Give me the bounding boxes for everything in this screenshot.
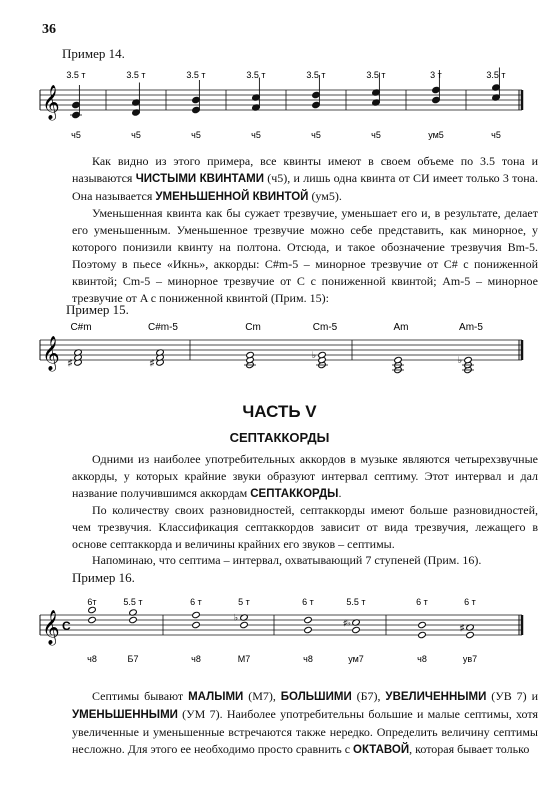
- interval-name-label: ч5: [371, 130, 381, 140]
- term-minor: МАЛЫМИ: [188, 691, 244, 703]
- term-perfect-fifths: ЧИСТЫМИ КВИНТАМИ: [135, 173, 264, 185]
- para6-text-4: (УВ 7) и: [486, 689, 538, 703]
- chord-symbol: Cm: [245, 322, 261, 333]
- interval-name-label: ч8: [303, 654, 313, 664]
- term-octave: ОКТАВОЙ: [353, 744, 410, 756]
- para6-text-5: (УМ 7). Наиболее употребительны большие и малые септимы, хотя увеличенные и уменьшенные встречаются также нередко. Определить величину септимы несложно. Для этого ее необходимо просто сравнить с: [72, 707, 538, 756]
- example-15-staff: [0, 318, 559, 388]
- flat-icon: ♭: [457, 355, 463, 365]
- note-head: [304, 616, 313, 623]
- interval-size-label: 3 т: [430, 70, 442, 80]
- interval-size-label: 3.5 т: [186, 70, 206, 80]
- note-head: [88, 606, 97, 613]
- chapter-subtitle: СЕПТАККОРДЫ: [229, 430, 330, 445]
- paragraph-1: [72, 153, 538, 206]
- treble-clef-icon: 𝄞: [42, 610, 60, 645]
- example-15-label: Пример 15.: [66, 302, 129, 317]
- interval-name-label: ч8: [191, 654, 201, 664]
- interval-name-label: ум7: [348, 654, 364, 664]
- note-head: [352, 626, 361, 633]
- para6-text-1: Септимы бывают: [92, 689, 189, 703]
- interval-size-label: 5.5 т: [346, 597, 366, 607]
- paragraph-2: Уменьшенная квинта как бы сужает трезвучие, уменьшает его и, в результате, делает его уменьшенным. Уменьшенное трезвучие можно себе представить, как минорное, у которого понизили квинту на полтона. Отсюда, и такое обозначение трезвучия Bm-5. Поэтому в пьесе «Икнь», аккорды: C#m-5 – минорное трезвучие от C# с пониженной квинтой; Cm-5 – минорное трезвучие от C с пониженной квинтой; Am-5 – минорное трезвучие от A с пониженной квинтой (Прим. 15):: [72, 206, 538, 305]
- note-head: [240, 621, 249, 628]
- interval-size-label: 5.5 т: [123, 597, 143, 607]
- interval-name-label: ч8: [417, 654, 427, 664]
- accidental-icon: ♯♭: [343, 618, 351, 628]
- interval-name-label: ч5: [491, 130, 501, 140]
- interval-name-label: ум5: [428, 130, 444, 140]
- sharp-icon: ♯: [459, 622, 465, 633]
- flat-icon: ♭: [233, 612, 239, 623]
- interval-size-label: 3.5 т: [366, 70, 386, 80]
- term-augmented: УВЕЛИЧЕННЫМИ: [385, 691, 487, 703]
- sharp-icon: ♯: [67, 357, 73, 368]
- term-seventh-chords: СЕПТАККОРДЫ: [250, 488, 339, 500]
- note-head: [192, 621, 201, 628]
- term-diminished: УМЕНЬШЕННЫМИ: [72, 709, 178, 721]
- interval-size-label: 3.5 т: [246, 70, 266, 80]
- interval-size-label: 6т: [87, 597, 97, 607]
- interval-name-label: М7: [237, 654, 251, 664]
- interval-size-label: 6 т: [302, 597, 314, 607]
- para6-text-2: (М7),: [243, 689, 281, 703]
- interval-size-label: 6 т: [464, 597, 476, 607]
- chord-symbol: Am-5: [459, 322, 483, 333]
- chord-symbol: C#m: [70, 322, 92, 333]
- interval-name-label: ч8: [87, 654, 97, 664]
- term-major: БОЛЬШИМИ: [280, 691, 352, 703]
- interval-name-label: ч5: [311, 130, 321, 140]
- interval-size-label: 3.5 т: [126, 70, 146, 80]
- interval-size-label: 3.5 т: [66, 70, 86, 80]
- chord-symbol: C#m-5: [147, 322, 179, 333]
- para1-text-1: Как видно из этого примера, все квинты имеют в своем объеме по 3.5 тона и называются: [72, 154, 538, 185]
- para3-text-2: .: [338, 486, 342, 500]
- note-head: [192, 611, 201, 618]
- example-16-staff: [0, 590, 559, 680]
- para1-text-3: (ум5).: [308, 189, 342, 203]
- example-14-label: Пример 14.: [62, 46, 125, 61]
- para3-text-1: Одними из наиболее употребительных аккордов в музыке являются четырехзвучные аккорды, у которых крайние звуки образуют интервал септиму. Этот интервал и дал название получившимся аккордам: [72, 452, 538, 500]
- page-number: 36: [42, 22, 56, 37]
- note-head: [88, 616, 97, 623]
- example-14-staff: [0, 60, 559, 150]
- term-diminished-fifth: УМЕНЬШЕННОЙ КВИНТОЙ: [155, 191, 309, 203]
- paragraph-3: [72, 451, 538, 503]
- paragraph-5: Напоминаю, что септима – интервал, охватывающий 7 ступеней (Прим. 16).: [92, 553, 482, 567]
- interval-size-label: 6 т: [416, 597, 428, 607]
- note-head: [418, 631, 427, 638]
- para6-text-6: , которая бывает только: [409, 742, 530, 756]
- chord-symbol: Cm-5: [312, 322, 338, 333]
- interval-size-label: 6 т: [190, 597, 202, 607]
- interval-name-label: ч5: [131, 130, 141, 140]
- example-16-label: Пример 16.: [72, 570, 135, 585]
- chapter-title: ЧАСТЬ V: [242, 402, 317, 421]
- para6-text-3: (Б7),: [351, 689, 386, 703]
- interval-size-label: 3.5 т: [306, 70, 326, 80]
- para1-text-2: (ч5), и лишь одна квинта от СИ имеет только 3 тона. Она называется: [72, 171, 539, 203]
- flat-icon: ♭: [311, 350, 317, 360]
- treble-clef-icon: 𝄞: [42, 336, 60, 371]
- paragraph-6: [72, 688, 538, 759]
- interval-name-label: ч5: [251, 130, 261, 140]
- note-head: [466, 631, 475, 638]
- common-time-icon: C: [62, 619, 71, 633]
- interval-name-label: ув7: [462, 654, 478, 664]
- interval-name-label: ч5: [191, 130, 201, 140]
- interval-name-label: ч5: [71, 130, 81, 140]
- note-head: [304, 626, 313, 633]
- note-head: [418, 621, 427, 628]
- interval-size-label: 3.5 т: [486, 70, 506, 80]
- treble-clef-icon: 𝄞: [42, 85, 60, 120]
- interval-name-label: Б7: [127, 654, 139, 664]
- paragraph-4: По количеству своих разновидностей, септаккорды имеют больше разновидностей, чем трезвучия. Классификация септаккордов зависит от вида трезвучия, лежащего в основе септаккорда и величины крайних его звуков – септимы.: [72, 503, 538, 551]
- chord-symbol: Am: [393, 322, 409, 333]
- note-head: [129, 616, 138, 623]
- interval-size-label: 5 т: [238, 597, 250, 607]
- sharp-icon: ♯: [149, 357, 155, 368]
